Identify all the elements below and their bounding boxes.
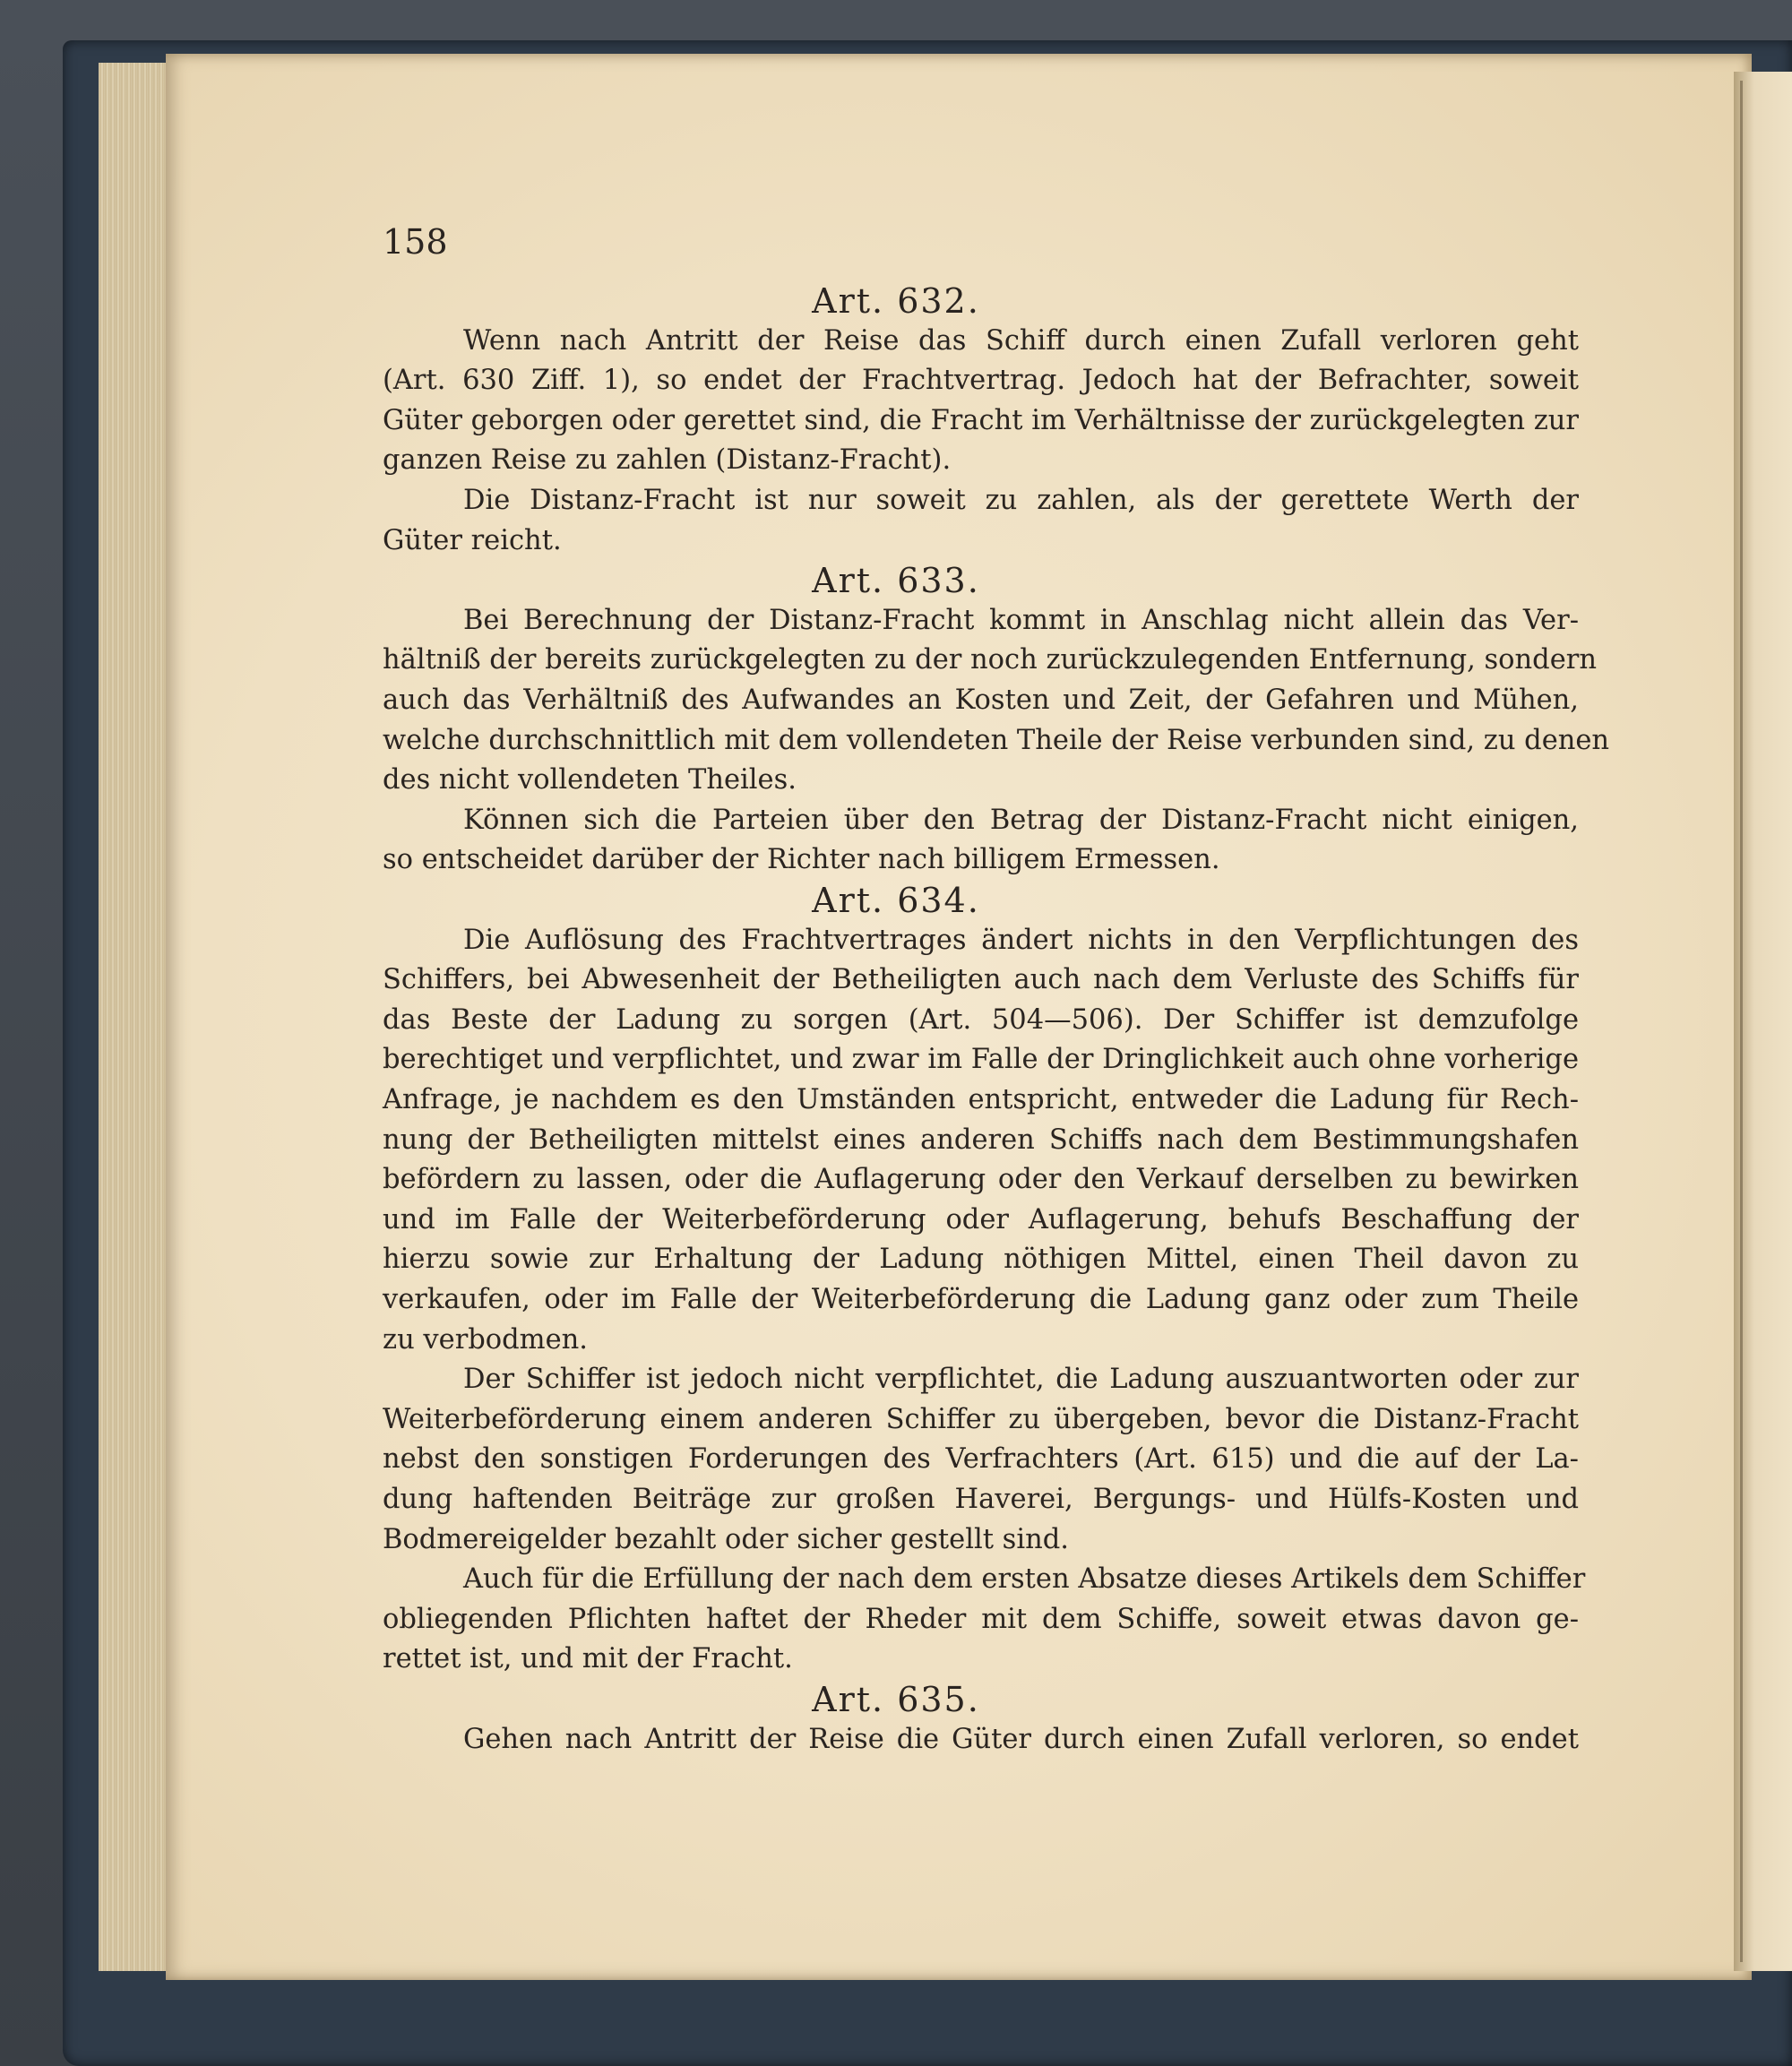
text-line: so entscheidet darüber der Richter nach billigem Ermessen. [383, 844, 1220, 876]
page-number: 158 [383, 222, 448, 262]
article-heading: Art. 633. [812, 561, 980, 601]
text-line: verkaufen, oder im Falle der Weiterbeförderung die Ladung ganz oder zum Theile [383, 1284, 1579, 1315]
text-line: Können sich die Parteien über den Betrag der Distanz-Fracht nicht einigen, [463, 804, 1579, 836]
article-heading: Art. 632. [812, 281, 980, 321]
text-line: nebst den sonstigen Forderungen des Verfrachters (Art. 615) und die auf der La- [383, 1443, 1579, 1476]
text-line: Schiffers, bei Abwesenheit der Betheiligten auch nach dem Verluste des Schiffs für [383, 964, 1579, 996]
text-line: berechtiget und verpflichtet, und zwar im Falle der Dringlichkeit auch ohne vorherige [383, 1044, 1579, 1076]
text-line: ganzen Reise zu zahlen (Distanz-Fracht). [383, 444, 952, 477]
text-line: das Beste der Ladung zu sorgen (Art. 504—506). Der Schiffer ist demzufolge [383, 1003, 1579, 1036]
article-heading: Art. 634. [812, 881, 980, 920]
text-line: des nicht vollendeten Theiles. [383, 764, 797, 796]
text-line: Wenn nach Antritt der Reise das Schiff durch einen Zufall verloren geht [463, 324, 1579, 357]
text-line: zu verbodmen. [383, 1323, 588, 1356]
text-line: Die Distanz-Fracht ist nur soweit zu zahlen, als der gerettete Werth der [463, 485, 1579, 516]
article-heading: Art. 635. [812, 1680, 980, 1719]
text-line: obliegenden Pflichten haftet der Rheder mit dem Schiffe, soweit etwas davon ge- [383, 1603, 1579, 1635]
text-line: Bodmereigelder bezahlt oder sicher gestellt sind. [383, 1523, 1069, 1555]
text-line: befördern zu lassen, oder die Auflagerung oder den Verkauf derselben zu bewirken [383, 1164, 1579, 1196]
text-line: Anfrage, je nachdem es den Umständen entspricht, entweder die Ladung für Rech- [383, 1084, 1579, 1115]
text-line: (Art. 630 Ziff. 1), so endet der Frachtvertrag. Jedoch hat der Befrachter, soweit [383, 365, 1579, 397]
text-line: auch das Verhältniß des Aufwandes an Kosten und Zeit, der Gefahren und Mühen, [383, 684, 1579, 716]
text-line: dung haftenden Beiträge zur großen Haverei, Bergungs- und Hülfs-Kosten und [383, 1484, 1579, 1515]
text-line: Die Auflösung des Frachtvertrages ändert nichts in den Verpflichtungen des [463, 924, 1579, 956]
text-line: Der Schiffer ist jedoch nicht verpflichtet, die Ladung auszuantworten oder zur [463, 1364, 1579, 1396]
text-line: Auch für die Erfüllung der nach dem ersten Absatze dieses Artikels dem Schiffer [463, 1563, 1586, 1596]
text-line: Güter reicht. [383, 524, 562, 556]
text-line: Bei Berechnung der Distanz-Fracht kommt in Anschlag nicht allein das Ver- [463, 604, 1579, 636]
text-line: rettet ist, und mit der Fracht. [383, 1643, 793, 1675]
text-line: welche durchschnittlich mit dem vollendeten Theile der Reise verbunden sind, zu denen [383, 724, 1610, 756]
text-line: hältniß der bereits zurückgelegten zu der noch zurückzulegenden Entfernung, sondern [383, 644, 1597, 676]
text-line: Weiterbeförderung einem anderen Schiffer zu übergeben, bevor die Distanz-Fracht [383, 1403, 1579, 1435]
text-line: und im Falle der Weiterbeförderung oder Auflagerung, behufs Beschaffung der [383, 1203, 1579, 1235]
text-line: Güter geborgen oder gerettet sind, die Fracht im Verhältnisse der zurückgelegten zur [383, 404, 1579, 436]
text-line: hierzu sowie zur Erhaltung der Ladung nöthigen Mittel, einen Theil davon zu [383, 1244, 1579, 1276]
text-line: Gehen nach Antritt der Reise die Güter durch einen Zufall verloren, so endet [463, 1723, 1579, 1755]
text-line: nung der Betheiligten mittelst eines anderen Schiffs nach dem Bestimmungshafen [383, 1123, 1579, 1156]
